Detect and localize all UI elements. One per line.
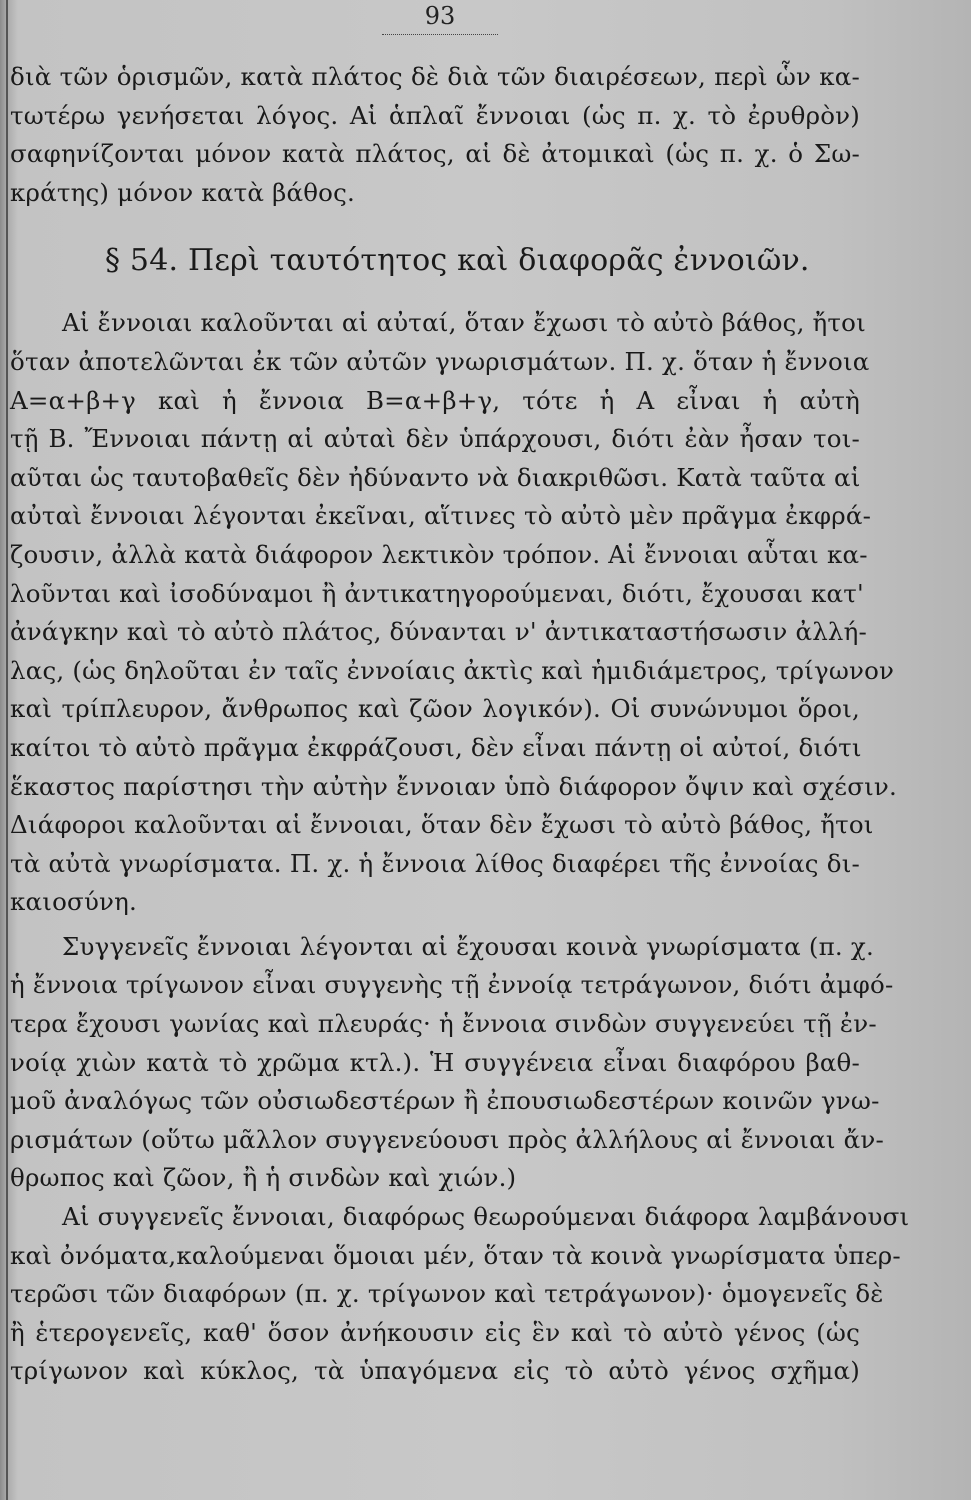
text-line: τωτέρω γενήσεται λόγος. Αἱ ἁπλαῖ ἔννοιαι (ὡς π. χ. τὸ ἐρυθρὸν) (10, 100, 860, 130)
binding-edge (6, 0, 8, 1500)
body-text (10, 58, 910, 1391)
text-line: νοίᾳ χιὼν κατὰ τὸ χρῶμα κτλ.). Ἡ συγγένεια εἶναι διαφόρου βαθ- (10, 1047, 860, 1077)
text-line: Διάφοροι καλοῦνται αἱ ἔννοιαι, ὅταν δὲν ἔχωσι τὸ αὐτὸ βάθος, ἤτοι (10, 810, 874, 840)
page-number: 93 (424, 2, 456, 30)
text-line: Α=α+β+γ καὶ ἡ ἔννοια Β=α+β+γ, τότε ἡ Α εἶναι ἡ αὐτὴ (10, 385, 860, 415)
text-line: αὐταὶ ἔννοιαι λέγονται ἐκεῖναι, αἵτινες τὸ αὐτὸ μὲν πρᾶγμα ἐκφρά- (10, 501, 872, 531)
text-line: τὰ αὐτὰ γνωρίσματα. Π. χ. ἡ ἔννοια λίθος διαφέρει τῆς ἐννοίας δι- (10, 848, 860, 878)
text-line: σαφηνίζονται μόνον κατὰ πλάτος, αἱ δὲ ἀτομικαὶ (ὡς π. χ. ὁ Σω- (10, 139, 860, 169)
text-line: Αἱ συγγενεῖς ἔννοιαι, διαφόρως θεωρούμεναι διάφορα λαμβάνουσι (62, 1202, 910, 1232)
text-line: ἡ ἔννοια τρίγωνον εἶναι συγγενὴς τῇ ἐννοίᾳ τετράγωνον, διότι ἀμφό- (10, 970, 894, 1000)
text-line: ζουσιν, ἀλλὰ κατὰ διάφορον λεκτικὸν τρόπον. Αἱ ἔννοιαι αὗται κα- (10, 539, 868, 569)
text-line: αῦται ὡς ταυτοβαθεῖς δὲν ἠδύναντο νὰ διακριθῶσι. Κατὰ ταῦτα αἱ (10, 462, 861, 492)
text-line: τρίγωνον καὶ κύκλος, τὰ ὑπαγόμενα εἰς τὸ αὐτὸ γένος σχῆμα) (10, 1356, 860, 1386)
text-line: λας, (ὡς δηλοῦται ἐν ταῖς ἐννοίαις ἀκτὶς καὶ ἡμιδιάμετρος, τρίγωνον (10, 655, 895, 685)
text-line: τερῶσι τῶν διαφόρων (π. χ. τρίγωνον καὶ τετράγωνον)· ὁμογενεῖς δὲ (10, 1279, 884, 1309)
text-line: καιοσύνη. (10, 887, 137, 917)
text-line: Αἱ ἔννοιαι καλοῦνται αἱ αὐταί, ὅταν ἔχωσι τὸ αὐτὸ βάθος, ἤτοι (62, 308, 866, 338)
text-line: ἕκαστος παρίστησι τὴν αὐτὴν ἔννοιαν ὑπὸ διάφορον ὄψιν καὶ σχέσιν. (10, 771, 898, 801)
text-line: καὶ ὀνόματα,καλούμεναι ὅμοιαι μέν, ὅταν τὰ κοινὰ γνωρίσματα ὑπερ- (10, 1240, 901, 1270)
text-line: ἀνάγκην καὶ τὸ αὐτὸ πλάτος, δύνανται ν' ἀντικαταστήσωσιν ἀλλή- (10, 617, 868, 647)
page-number-rule (382, 34, 498, 35)
text-line: ἢ ἑτερογενεῖς, καθ' ὅσον ἀνήκουσιν εἰς ἓν καὶ τὸ αὐτὸ γένος (ὡς (10, 1317, 860, 1347)
text-line: διὰ τῶν ὁρισμῶν, κατὰ πλάτος δὲ διὰ τῶν διαιρέσεων, περὶ ὧν κα- (10, 62, 860, 91)
text-line: τῇ Β. Ἔννοιαι πάντῃ αἱ αὐταὶ δὲν ὑπάρχουσι, διότι ἐὰν ἦσαν τοι- (10, 424, 860, 454)
text-line: καίτοι τὸ αὐτὸ πρᾶγμα ἐκφράζουσι, δὲν εἶναι πάντῃ οἱ αὐτοί, διότι (10, 732, 862, 762)
section-heading: § 54. Περὶ ταυτότητος καὶ διαφορᾶς ἐννοιῶν. (105, 243, 810, 279)
text-line: θρωπος καὶ ζῶον, ἢ ἡ σινδὼν καὶ χιών.) (10, 1163, 517, 1193)
text-line: λοῦνται καὶ ἰσοδύναμοι ἢ ἀντικατηγορούμεναι, διότι, ἔχουσαι κατ' (10, 578, 864, 608)
text-line: κράτης) μόνον κατὰ βάθος. (10, 177, 356, 207)
text-line: ὅταν ἀποτελῶνται ἐκ τῶν αὐτῶν γνωρισμάτων. Π. χ. ὅταν ἡ ἔννοια (10, 346, 870, 376)
text-line: μοῦ ἀναλόγως τῶν οὐσιωδεστέρων ἢ ἐπουσιωδεστέρων κοινῶν γνω- (10, 1086, 880, 1116)
text-line: ρισμάτων (οὕτω μᾶλλον συγγενεύουσι πρὸς ἀλλήλους αἱ ἔννοιαι ἄν- (10, 1124, 884, 1154)
text-line: τερα ἔχουσι γωνίας καὶ πλευράς· ἡ ἔννοια σινδὼν συγγενεύει τῇ ἐν- (10, 1009, 877, 1039)
text-line: καὶ τρίπλευρον, ἄνθρωπος καὶ ζῶον λογικόν). Οἱ συνώνυμοι ὅροι, (10, 694, 860, 724)
text-line: Συγγενεῖς ἔννοιαι λέγονται αἱ ἔχουσαι κοινὰ γνωρίσματα (π. χ. (62, 931, 874, 961)
